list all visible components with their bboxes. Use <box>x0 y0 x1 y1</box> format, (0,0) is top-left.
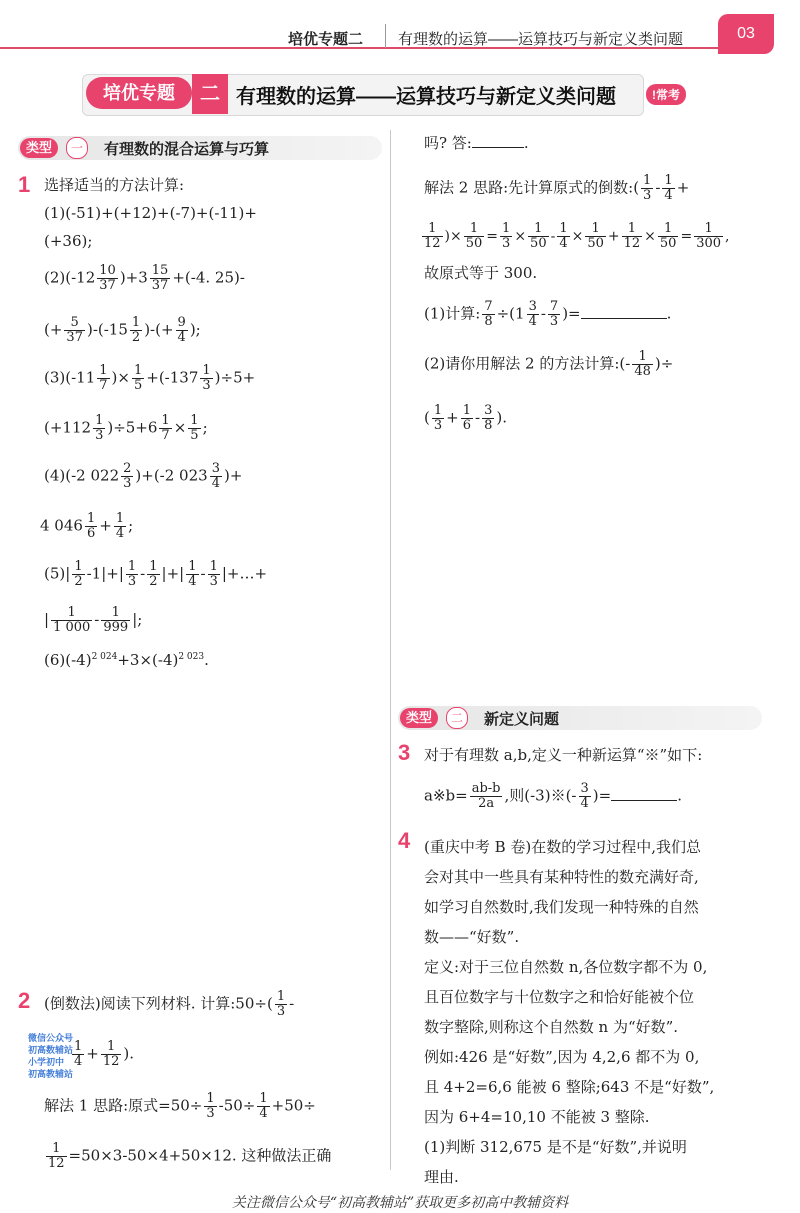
header-section-label: 培优专题二 <box>288 31 364 48</box>
text-line: 且 4+2=6,6 能被 6 整除;643 不是“好数”, <box>424 1078 715 1096</box>
question-number: 4 <box>398 828 411 853</box>
text-line: 因为 6+4=10,10 不能被 3 整除. <box>424 1108 650 1126</box>
footer-note: 关注微信公众号“初高教辅站”获取更多初高中教辅资料 <box>231 1195 569 1211</box>
question-number: 1 <box>18 172 31 197</box>
answer-blank[interactable] <box>581 318 667 319</box>
question-text: (2)请你用解法 2 的方法计算:(- $\frac{1}{48}$ )÷ <box>424 349 674 379</box>
question-text: 解法 2 思路:先计算原式的倒数:( $\frac{1}{3}$ - $\frac{1}{4}$ + <box>424 173 690 203</box>
question-text: 选择适当的方法计算: <box>44 176 185 194</box>
banner-number: 二 <box>192 74 228 114</box>
question-text: $\frac{1}{12}$ =50×3-50×4+50×12. 这种做法正确 <box>48 1141 332 1171</box>
answer-blank[interactable] <box>472 147 524 148</box>
expression-line: (+ $\frac{5}{37}$ )-(-15 $\frac{1}{2}$ )-(+ $\frac{9}{4}$ ); <box>44 315 201 345</box>
expression-line: (3)(-11 $\frac{1}{7}$ )× $\frac{1}{5}$ +(-137 $\frac{1}{3}$ )÷5+ <box>44 363 256 393</box>
page-title: 有理数的运算——运算技巧与新定义类问题 <box>236 86 616 108</box>
text-line: 数——“好数”. <box>424 928 520 946</box>
watermark-stamp: 微信公众号 初高数辅站 小学初中 初高教辅站 <box>28 1033 74 1079</box>
section-pill: 类型 <box>400 708 438 728</box>
text-line: 会对其中一些具有某种特性的数充满好奇, <box>424 868 699 886</box>
frequent-exam-badge: !常考 <box>646 84 686 105</box>
header-topic: 有理数的运算——运算技巧与新定义类问题 <box>398 31 684 48</box>
answer-blank[interactable] <box>611 800 677 801</box>
text-line: 理由. <box>424 1168 459 1186</box>
section-number: 一 <box>66 137 88 159</box>
text-line: 数字整除,则称这个自然数 n 为“好数”. <box>424 1018 679 1036</box>
question-text: $\frac{1}{4}$ + $\frac{1}{12}$ ). <box>74 1039 135 1069</box>
text-line: (1)判断 312,675 是不是“好数”,并说明 <box>424 1138 687 1156</box>
text-line: 例如:426 是“好数”,因为 4,2,6 都不为 0, <box>424 1048 700 1066</box>
question-text: 故原式等于 300. <box>424 264 538 282</box>
expression-line: (+36); <box>44 232 93 250</box>
expression-line: (1)(-51)+(+12)+(-7)+(-11)+ <box>44 204 257 222</box>
question-text: $\frac{1}{12}$ )× $\frac{1}{50}$ = $\frac{1}{3}$ × $\frac{1}{50}$ - $\frac{1}{4}$ × $\frac{1}{50}$ + $\frac{1}{12}$ × $\frac{1}{50}$ = $\frac{1}{300}$ , <box>424 221 730 251</box>
question-text: 对于有理数 a,b,定义一种新运算“※”如下: <box>424 746 703 764</box>
expression-line: 4 046 $\frac{1}{6}$ + $\frac{1}{4}$ ; <box>40 511 134 541</box>
header-separator <box>385 24 386 48</box>
question-text: (1)计算: $\frac{7}{8}$ ÷(1 $\frac{3}{4}$ - $\frac{7}{3}$ )= . <box>424 299 672 329</box>
question-number: 2 <box>18 988 31 1013</box>
section-title: 有理数的混合运算与巧算 <box>104 141 270 158</box>
question-text: (倒数法)阅读下列材料. 计算:50÷( $\frac{1}{3}$ - <box>44 989 295 1019</box>
section-title: 新定义问题 <box>484 711 560 728</box>
expression-line: (5)| $\frac{1}{2}$ -1|+| $\frac{1}{3}$ - $\frac{1}{2}$ |+| $\frac{1}{4}$ - $\frac{1}{3}$ |+…+ <box>44 559 268 589</box>
section-number: 二 <box>446 707 468 729</box>
column-divider <box>390 130 391 1170</box>
question-number: 3 <box>398 740 411 765</box>
text-line: 定义:对于三位自然数 n,各位数字都不为 0, <box>424 958 708 976</box>
question-text: 吗? 答: . <box>424 134 529 152</box>
text-line: (重庆中考 B 卷)在数的学习过程中,我们总 <box>424 838 702 856</box>
page-number: 03 <box>718 14 774 54</box>
question-text: a※b= $\frac{ab-b}{2a}$ ,则(-3)※(- $\frac{3}{4}$ )= . <box>424 781 682 811</box>
text-line: 如学习自然数时,我们发现一种特殊的自然 <box>424 898 699 916</box>
question-text: 解法 1 思路:原式=50÷ $\frac{1}{3}$ -50÷ $\frac{1}{4}$ +50÷ <box>44 1091 316 1121</box>
expression-line: (+112 $\frac{1}{3}$ )÷5+6 $\frac{1}{7}$ × $\frac{1}{5}$ ; <box>44 413 208 443</box>
question-text: ( $\frac{1}{3}$ + $\frac{1}{6}$ - $\frac{3}{8}$ ). <box>424 403 507 433</box>
question-body <box>424 832 774 1192</box>
expression-line: | $\frac{1}{1 000}$ - $\frac{1}{999}$ |; <box>44 605 143 635</box>
expression-line: (4)(-2 022 $\frac{2}{3}$ )+(-2 023 $\frac{3}{4}$ )+ <box>44 461 243 491</box>
section-pill: 类型 <box>20 138 58 158</box>
banner-pill: 培优专题 <box>86 77 192 109</box>
expression-line: $(6)(-4)^{2 024}+3\times(-4)^{2 023}$. <box>44 651 209 669</box>
text-line: 且百位数字与十位数字之和恰好能被个位 <box>424 988 695 1006</box>
expression-line: (2)(-12 $\frac{10}{37}$ )+3 $\frac{15}{37}$ +(-4. 25)- <box>44 263 245 293</box>
